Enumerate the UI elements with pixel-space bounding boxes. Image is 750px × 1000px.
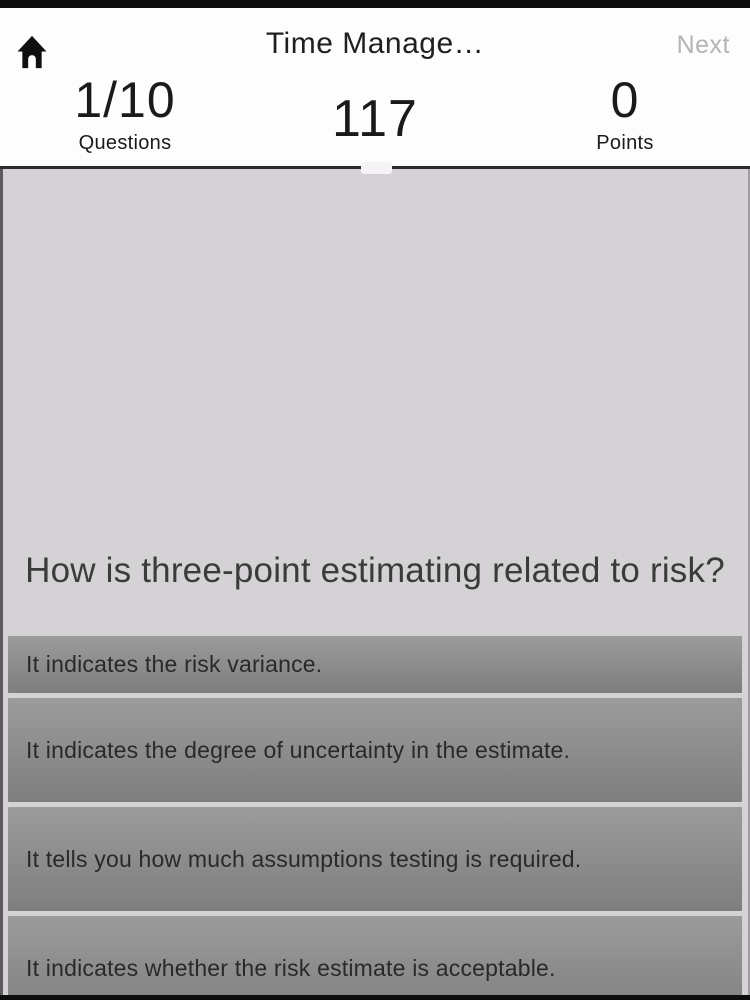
question-text: How is three-point estimating related to risk? xyxy=(25,551,725,590)
answer-option-2[interactable]: It indicates the degree of uncertainty in the estimate. xyxy=(8,698,742,802)
device-bottom-bar xyxy=(0,995,750,1000)
quiz-header xyxy=(0,8,750,166)
device-top-bar xyxy=(0,0,750,8)
answer-option-4[interactable]: It indicates whether the risk estimate is acceptable. xyxy=(8,916,742,1000)
timer xyxy=(250,92,500,147)
answer-option-3[interactable]: It tells you how much assumptions testing is required. xyxy=(8,807,742,911)
points-count: 0 xyxy=(610,72,640,128)
next-button[interactable]: Next xyxy=(676,31,730,59)
questions-label: Questions xyxy=(78,131,172,154)
timer-value: 117 xyxy=(332,90,418,148)
questions-progress xyxy=(0,74,250,155)
points-label: Points xyxy=(596,131,654,154)
points xyxy=(500,74,750,155)
answer-option-1[interactable]: It indicates the risk variance. xyxy=(8,636,742,693)
drag-handle-notch[interactable] xyxy=(361,162,392,174)
quiz-title: Time Manage… xyxy=(265,27,485,60)
questions-count: 1/10 xyxy=(74,72,176,128)
